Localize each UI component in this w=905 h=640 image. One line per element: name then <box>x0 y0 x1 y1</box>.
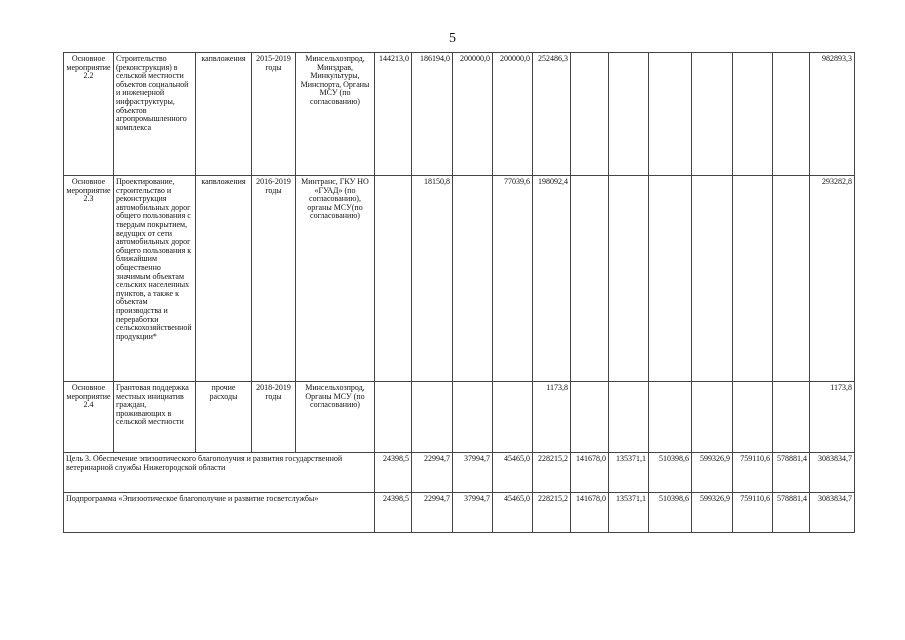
value-cell <box>692 176 733 382</box>
goal-row <box>64 453 855 493</box>
description-cell: Грантовая поддержка местных инициатив граждан, проживающих в сельской местности <box>114 382 196 453</box>
value-cell <box>375 382 412 453</box>
value-cell <box>733 176 773 382</box>
value-cell: 18150,8 <box>412 176 453 382</box>
value-cell <box>692 382 733 453</box>
executors-cell: Минтранс, ГКУ НО «ГУАД» (по согласованию), органы МСУ(по согласованию) <box>296 176 375 382</box>
description-cell: Строительство (реконструкция) в сельской местности объектов социальной и инженерной инфраструктуры, объектов агропромышленного комплекса <box>114 53 196 176</box>
activity-cell: Основное мероприятие 2.3 <box>64 176 114 382</box>
value-cell <box>773 382 810 453</box>
value-cell: 599326,9 <box>692 493 733 533</box>
total-cell: 3083834,7 <box>810 493 855 533</box>
value-cell <box>493 382 533 453</box>
value-cell: 144213,0 <box>375 53 412 176</box>
value-cell: 22994,7 <box>412 453 453 493</box>
table-row <box>64 382 855 453</box>
cost-type-cell: прочие расходы <box>196 382 252 453</box>
value-cell: 186194,0 <box>412 53 453 176</box>
total-cell: 293282,8 <box>810 176 855 382</box>
value-cell <box>773 53 810 176</box>
description-cell: Проектирование, строительство и реконструкция автомобильных дорог общего пользования с твердым покрытием, ведущих от сети автомобильных дорог общего пользования к ближайшим общественно значимым объектам сельских населенных пунктов, а также к объектам производства и переработки сельскохозяйственной продукции* <box>114 176 196 382</box>
value-cell <box>692 53 733 176</box>
value-cell: 200000,0 <box>453 53 493 176</box>
value-cell: 198092,4 <box>533 176 571 382</box>
period-cell: 2015-2019 годы <box>252 53 296 176</box>
period-cell: 2018-2019 годы <box>252 382 296 453</box>
cost-type-cell: капвложения <box>196 176 252 382</box>
activity-cell: Основное мероприятие 2.2 <box>64 53 114 176</box>
value-cell: 37994,7 <box>453 453 493 493</box>
period-cell: 2016-2019 годы <box>252 176 296 382</box>
value-cell: 141678,0 <box>571 453 609 493</box>
page-number: 5 <box>449 31 456 46</box>
value-cell: 599326,9 <box>692 453 733 493</box>
subprogram-row <box>64 493 855 533</box>
value-cell: 252486,3 <box>533 53 571 176</box>
activity-cell: Основное мероприятие 2.4 <box>64 382 114 453</box>
cost-type-cell: капвложения <box>196 53 252 176</box>
value-cell: 510398,6 <box>649 453 692 493</box>
subprogram-label: Подпрограмма «Эпизоотическое благополучие и развитие госветслужбы» <box>64 493 375 533</box>
value-cell <box>649 382 692 453</box>
value-cell: 141678,0 <box>571 493 609 533</box>
value-cell <box>773 176 810 382</box>
value-cell: 37994,7 <box>453 493 493 533</box>
value-cell: 200000,0 <box>493 53 533 176</box>
value-cell: 1173,8 <box>533 382 571 453</box>
executors-cell: Минсельхозпрод, Органы МСУ (по согласованию) <box>296 382 375 453</box>
value-cell <box>733 53 773 176</box>
value-cell: 578881,4 <box>773 493 810 533</box>
value-cell: 45465,0 <box>493 453 533 493</box>
total-cell: 982893,3 <box>810 53 855 176</box>
value-cell <box>375 176 412 382</box>
value-cell <box>649 53 692 176</box>
value-cell: 45465,0 <box>493 493 533 533</box>
value-cell: 510398,6 <box>649 493 692 533</box>
value-cell <box>571 53 609 176</box>
value-cell: 759110,6 <box>733 493 773 533</box>
value-cell <box>453 382 493 453</box>
table-row <box>64 53 855 176</box>
value-cell: 24398,5 <box>375 453 412 493</box>
value-cell <box>412 382 453 453</box>
value-cell: 228215,2 <box>533 493 571 533</box>
value-cell: 578881,4 <box>773 453 810 493</box>
value-cell <box>609 53 649 176</box>
value-cell: 135371,1 <box>609 453 649 493</box>
value-cell: 759110,6 <box>733 453 773 493</box>
value-cell: 135371,1 <box>609 493 649 533</box>
goal-label: Цель 3. Обеспечение эпизоотического благополучия и развития государственной ветеринарной службы Нижегородской области <box>64 453 375 493</box>
value-cell <box>649 176 692 382</box>
value-cell: 24398,5 <box>375 493 412 533</box>
value-cell <box>609 382 649 453</box>
value-cell <box>453 176 493 382</box>
total-cell: 3083834,7 <box>810 453 855 493</box>
budget-table <box>63 52 855 533</box>
executors-cell: Минсельхозпрод, Минздрав, Минкультуры, Минспорта, Органы МСУ (по согласованию) <box>296 53 375 176</box>
value-cell <box>609 176 649 382</box>
value-cell <box>571 382 609 453</box>
table-row <box>64 176 855 382</box>
value-cell <box>571 176 609 382</box>
total-cell: 1173,8 <box>810 382 855 453</box>
value-cell: 22994,7 <box>412 493 453 533</box>
value-cell: 77039,6 <box>493 176 533 382</box>
value-cell <box>733 382 773 453</box>
value-cell: 228215,2 <box>533 453 571 493</box>
